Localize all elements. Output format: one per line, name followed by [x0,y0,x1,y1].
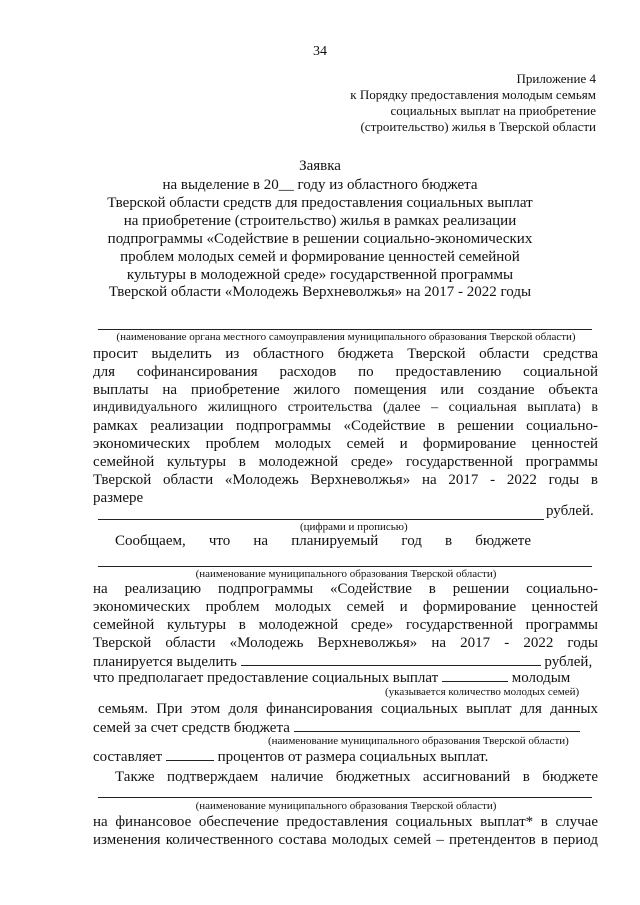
paragraph-line: выплаты на приобретение жилого помещения или создание объекта [93,382,598,398]
caption-municipality-3: (наименование муниципального образования Тверской области) [195,800,497,812]
planned-suffix: рублей, [544,654,593,670]
paragraph-line: экономических проблем молодых семей и формирование ценностей [93,599,598,615]
title-line: Тверской области средств для предоставления социальных выплат [107,195,533,211]
municipality-line [98,566,592,567]
caption-figures: (цифрами и прописью) [300,521,408,533]
caption-count: (указывается количество молодых семей) [385,686,580,698]
title-line: проблем молодых семей и формирование ценностей семейной [120,249,520,265]
paragraph-line: семьям. При этом доля финансирования социальных выплат для данных [98,701,598,717]
paragraph-line: Тверской области «Молодежь Верхневолжья» на 2017 - 2022 годы [93,635,598,651]
percentage-field [166,748,214,761]
paragraph-line: на реализацию подпрограммы «Содействие в решении социально- [93,581,598,597]
assumes-label: что предполагает предоставление социальных выплат [93,670,439,686]
title-line: на приобретение (строительство) жилья в рамках реализации [123,213,517,229]
paragraph-line: экономических проблем молодых семей и формирование ценностей [93,436,598,452]
amount-line [98,519,544,520]
paragraph-line: для софинансирования расходов по предоставлению социальной [93,364,598,380]
title-line: подпрограммы «Содействие в решении социально-экономических [107,231,533,247]
planned-amount-field [241,653,541,666]
title-line: Тверской области «Молодежь Верхневолжья» на 2017 - 2022 годы [108,284,532,300]
annex-line-3: социальных выплат на приобретение [390,103,596,118]
page-number: 34 [313,44,327,59]
annex-line-2: к Порядку предоставления молодым семьям [350,87,596,102]
organ-name-line [98,329,592,330]
caption-organ: (наименование органа местного самоуправления муниципального образования Тверской области) [116,331,576,343]
paragraph-line: семейной культуры в молодежной среде» государственной программы [93,454,598,470]
paragraph-line: рамках реализации подпрограммы «Содействие в решении социально- [93,418,598,434]
planned-label: планируется выделить [93,654,237,670]
paragraph-line: просит выделить из областного бюджета Тверской области средства [93,346,598,362]
rubles-suffix: рублей. [546,503,594,519]
document-heading: Заявка [299,158,341,174]
caption-municipality-2: (наименование муниципального образования Тверской области) [268,735,569,747]
budget-share-label: семей за счет средств бюджета [93,720,290,736]
paragraph-line: на финансовое обеспечение предоставления социальных выплат* в случае [93,814,598,830]
budget-name-field [294,719,580,732]
confirm-line: Также подтверждаем наличие бюджетных ассигнований в бюджете [115,769,598,785]
percentage-prefix: составляет [93,749,163,765]
caption-municipality: (наименование муниципального образования Тверской области) [195,568,497,580]
paragraph-line: изменения количественного состава молодых семей – претендентов в период [93,832,598,848]
paragraph-line: размере [93,490,144,506]
municipality-line-3 [98,797,592,798]
informing-line: Сообщаем, что на планируемый год в бюджете [115,533,531,549]
paragraph-line: Тверской области «Молодежь Верхневолжья» на 2017 - 2022 годы в [93,472,598,488]
title-line: на выделение в 20__ году из областного бюджета [162,177,478,193]
paragraph-line: индивидуального жилищного строительства (далее – социальная выплата) в [93,400,598,415]
title-line: культуры в молодежной среде» государственной программы [126,267,514,283]
annex-line-1: Приложение 4 [516,71,596,86]
assumes-line [93,669,570,687]
assumes-suffix: молодым [511,670,571,686]
percentage-suffix: процентов от размера социальных выплат. [217,749,489,765]
annex-line-4: (строительство) жилья в Тверской области [360,119,596,134]
percentage-line [93,748,488,766]
paragraph-line: семейной культуры в молодежной среде» государственной программы [93,617,598,633]
families-count-field [442,669,508,682]
